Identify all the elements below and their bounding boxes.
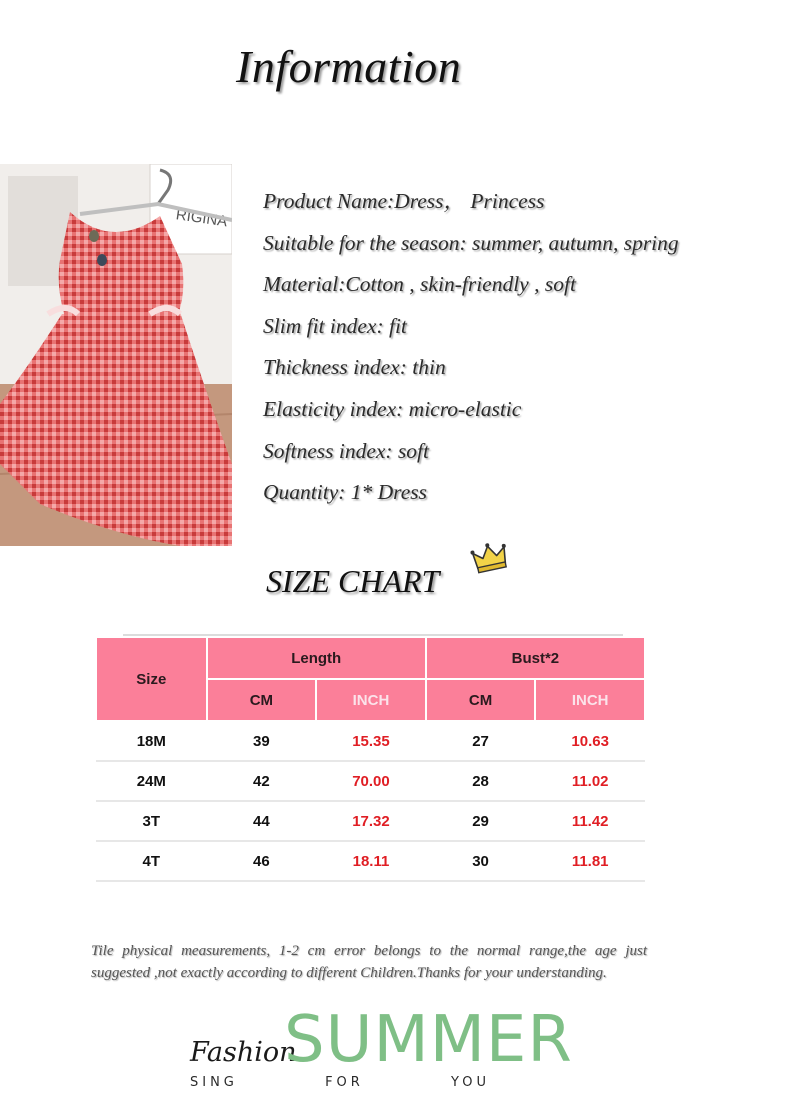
cell-length-cm: 44 [207, 801, 317, 841]
product-info-list [263, 183, 679, 516]
cell-bust-cm: 27 [426, 721, 536, 761]
cell-size: 18M [96, 721, 207, 761]
cell-length-inch: 17.32 [316, 801, 426, 841]
size-chart [95, 636, 647, 888]
table-header-row [96, 637, 645, 679]
measurement-note: Tile physical measurements, 1-2 cm error belongs to the normal range,the age just suggested ,not exactly according to different Children.Thanks for your understanding. [91, 943, 647, 981]
cell-length-cm: 42 [207, 761, 317, 801]
table-row [96, 801, 645, 841]
cell-size: 4T [96, 841, 207, 881]
brand-logo [190, 1003, 573, 1093]
logo-summer-text: SUMMER [284, 1003, 573, 1077]
subheader-bust-cm: CM [426, 679, 536, 721]
info-quantity: Quantity: 1* Dress [263, 480, 428, 505]
header-length: Length [207, 637, 426, 679]
cell-length-cm: 46 [207, 841, 317, 881]
cell-bust-inch: 11.81 [535, 841, 645, 881]
table-row [96, 761, 645, 801]
tagline-word: YOU [451, 1075, 490, 1090]
info-product-name: Product Name:Dress， Princess [263, 189, 545, 213]
info-softness: Softness index: soft [263, 438, 430, 463]
info-material: Material:Cotton , skin-friendly , soft [263, 272, 576, 297]
info-season: Suitable for the season: summer, autumn, spring [263, 230, 679, 255]
header-bust: Bust*2 [426, 637, 645, 679]
table-row [96, 841, 645, 881]
cell-size: 24M [96, 761, 207, 801]
cell-bust-cm: 28 [426, 761, 536, 801]
product-photo [0, 164, 232, 546]
cell-length-cm: 39 [207, 721, 317, 761]
dress-illustration [0, 164, 232, 546]
logo-tagline [190, 1075, 490, 1090]
subheader-length-cm: CM [207, 679, 317, 721]
subheader-bust-inch: INCH [535, 679, 645, 721]
cell-bust-cm: 29 [426, 801, 536, 841]
crown-icon [470, 538, 510, 583]
logo-fashion-text: Fashion [190, 1037, 297, 1068]
info-slim-fit: Slim fit index: fit [263, 313, 407, 338]
cell-size: 3T [96, 801, 207, 841]
size-chart-table [95, 636, 646, 882]
info-elasticity: Elasticity index: micro-elastic [263, 396, 522, 421]
tagline-word: SING [190, 1075, 238, 1090]
table-top-line [123, 634, 623, 636]
size-chart-title: SIZE CHART [266, 563, 440, 599]
tagline-word: FOR [325, 1075, 364, 1090]
sign-text: RIGINA [174, 206, 229, 231]
cell-length-inch: 15.35 [316, 721, 426, 761]
cell-bust-inch: 11.02 [535, 761, 645, 801]
cell-bust-inch: 10.63 [535, 721, 645, 761]
header-size: Size [96, 637, 207, 721]
page-title: Information [236, 41, 462, 92]
cell-length-inch: 70.00 [316, 761, 426, 801]
cell-bust-inch: 11.42 [535, 801, 645, 841]
table-row [96, 721, 645, 761]
info-thickness: Thickness index: thin [263, 355, 446, 380]
cell-bust-cm: 30 [426, 841, 536, 881]
subheader-length-inch: INCH [316, 679, 426, 721]
cell-length-inch: 18.11 [316, 841, 426, 881]
